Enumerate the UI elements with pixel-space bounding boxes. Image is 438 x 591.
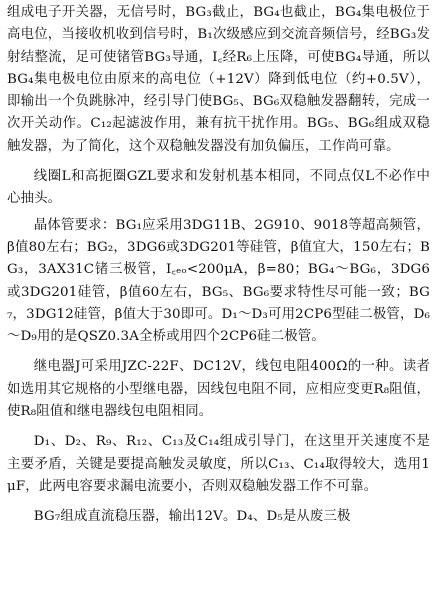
paragraph-regulator: BG₇组成直流稳压器，输出12V。D₄、D₅是从废三极 [33, 509, 351, 525]
paragraph-relay: 继电器J可采用JZC-22F、DC12V，线包电阻400Ω的一种。读者如选用其它规格的小型继电器，因线包电阻不同，应相应变更R₈阻值，使R₈阻值和继电器线包电阻相同。 [7, 359, 430, 420]
paragraph-coil: 线圈L和高扼圈GZL要求和发射机基本相同，不同点仅L不必作中心抽头。 [7, 169, 430, 207]
paragraph-transistor-requirements: 晶体管要求：BG₁应采用3DG11B、2G910、9018等超高频管，β值80左右；BG₂，3DG6或3DG201等硅管，β值宜大，150左右；BG₃，3AX31C锗三极管，I꜀ₑₒ<200μA，β=80；BG₄～BG₆，3DG6或3DG201硅管，β值60左右，BG₅、BG₆要求特性尽可能一致；BG₇，3DG12硅管，β值大于30即可。D₁～D₃可用2CP6型硅二极管，D₆～D₉用的是QSZ0.3A全桥或用四个2CP6硅二极管。 [7, 217, 430, 345]
paragraph-guide-gate: D₁、D₂、R₉、R₁₂、C₁₃及C₁₄组成引导门，在这里开关速度不是主要矛盾，关键是要提高触发灵敏度，所以C₁₃、C₁₄取得较大，选用1μF，此两电容要求漏电流要小，否则双稳触发器工作不可靠。 [7, 434, 430, 494]
paragraph-switch-circuit: 组成电子开关器，无信号时，BG₃截止，BG₄也截止，BG₄集电极位于高电位，当接收机收到信号时，B₁次级感应到交流音频信号，经BG₃发射结整流，足可使锗管BG₃导通，I꜀经R₆上压降，可使BG₄导通，所以BG₄集电极电位由原来的高电位（+12V）降到低电位（约+0.5V），即输出一个负跳脉冲，经引导门使BG₅、BG₆双稳触发器翻转，完成一次开关动作。C₁₂起滤波作用，兼有抗干扰作用。BG₅、BG₆组成双稳触发器，为了简化，这个双稳触发器没有加负偏压，工作尚可靠。 [7, 5, 430, 154]
